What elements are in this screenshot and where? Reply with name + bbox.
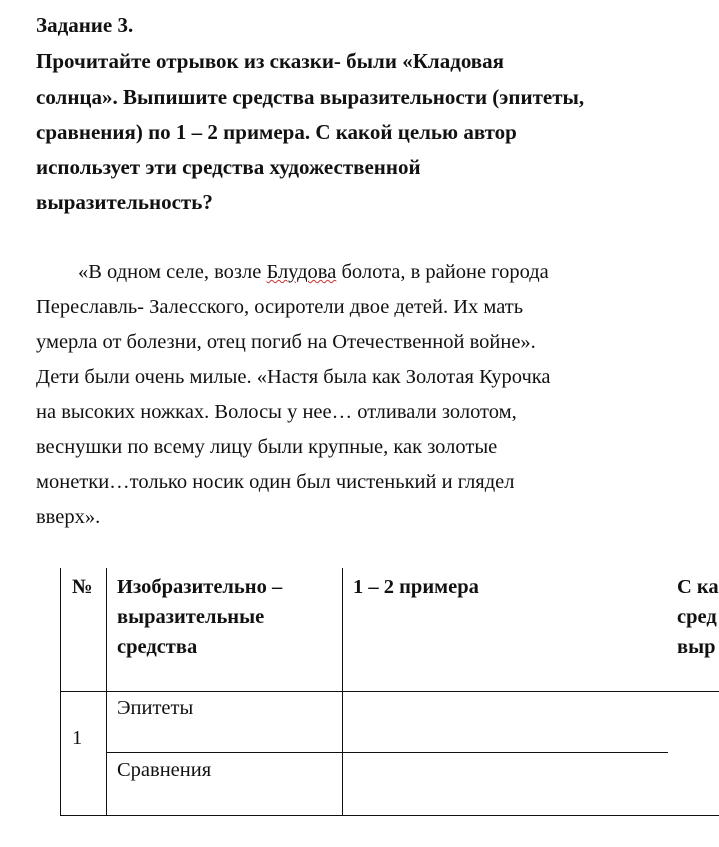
header-means: Изобразительно – [117,576,283,598]
instruction-line: использует эти средства художественной [36,155,421,179]
excerpt-line [78,255,549,290]
excerpt-line: на высоких ножках. Волосы у нее… отливали золотом, [36,401,517,423]
header-purpose: сред [677,606,717,628]
excerpt-line: умерла от болезни, отец погиб на Отечественной войне». [36,331,536,353]
task-title: Задание 3. [36,13,134,37]
excerpt-text: болота, в районе города [336,261,549,283]
excerpt-line: веснушки по всему лицу были крупные, как золотые [36,436,498,458]
table-border-left [60,568,61,816]
means-item-epithets: Эпитеты [117,697,194,719]
table-row-divider [60,691,719,692]
row-number: 1 [72,727,83,749]
table-column-divider [106,568,107,816]
header-means: средства [117,636,198,658]
spellcheck-underlined-word: Блудова [266,261,337,283]
header-means: выразительные [117,606,265,628]
excerpt-line: Переславль- Залесского, осиротели двое детей. Их мать [36,296,524,318]
instruction-line: сравнения) по 1 – 2 примера. С какой целью автор [36,120,517,144]
excerpt-line: монетки…только носик один был чистенький и глядел [36,471,515,493]
table-column-divider [342,568,343,816]
header-purpose: С ка [677,576,719,598]
table-row-divider [106,752,668,753]
header-purpose: выр [677,636,716,658]
header-examples: 1 – 2 примера [353,576,479,598]
excerpt-line: Дети были очень милые. «Настя была как Золотая Курочка [36,366,551,388]
excerpt-text: «В одном селе, возле [78,261,267,283]
excerpt-line: вверх». [36,506,101,528]
table-border-bottom [60,815,719,816]
instruction-line: Прочитайте отрывок из сказки- были «Кладовая [36,49,504,73]
means-item-comparisons: Сравнения [117,759,212,781]
header-number: № [72,576,93,598]
instruction-line: солнца». Выпишите средства выразительности (эпитеты, [36,85,585,109]
instruction-line: выразительность? [36,190,213,214]
